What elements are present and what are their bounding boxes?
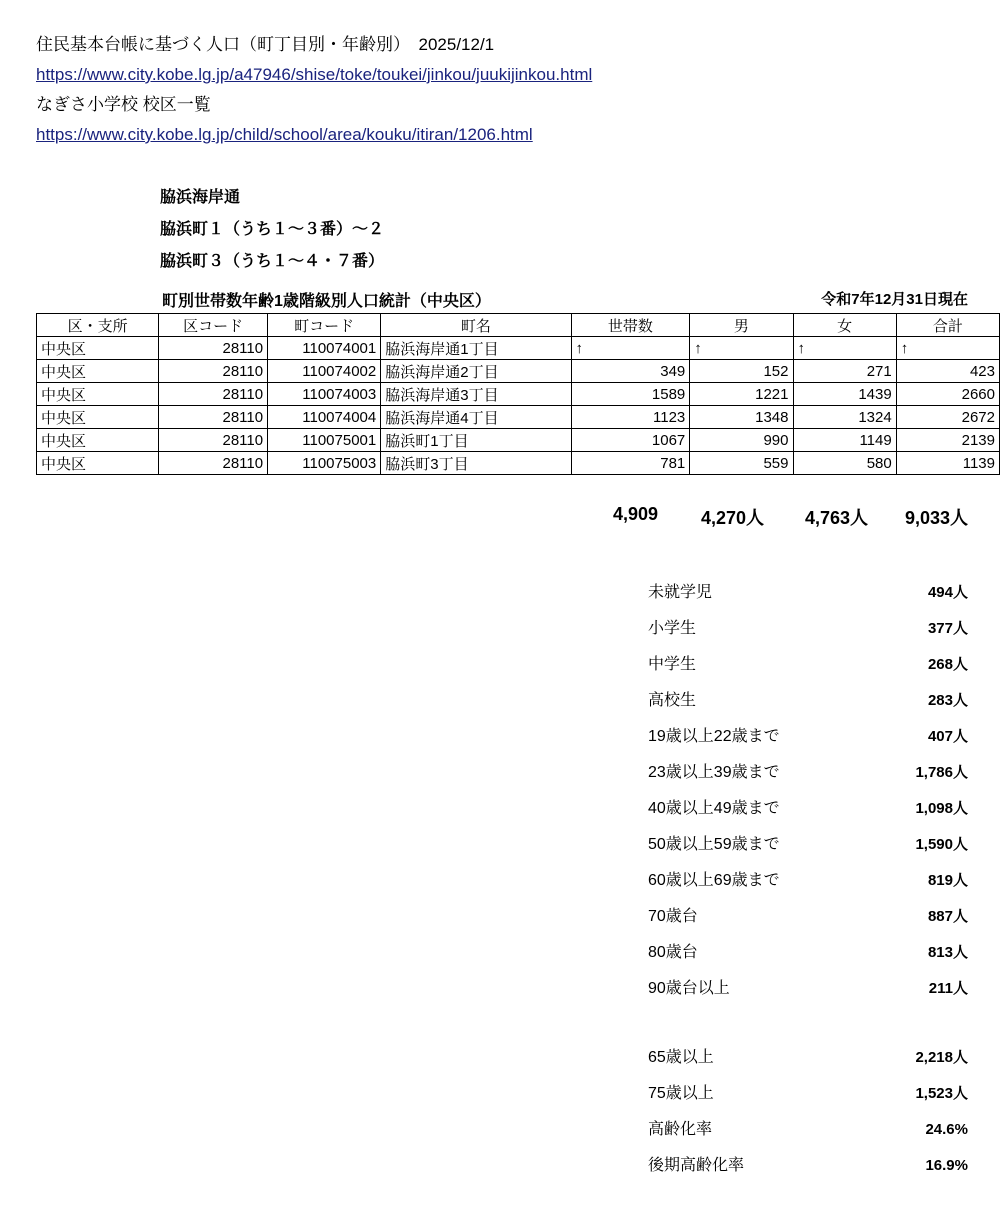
cell-female: 1439: [793, 383, 896, 406]
summary-label: 75歳以上: [648, 1085, 714, 1102]
cell-total: 2139: [896, 429, 999, 452]
age-group-label: 中学生: [648, 656, 697, 673]
source-title-school-district: なぎさ小学校 校区一覧: [36, 95, 211, 114]
age-group-row: [648, 575, 968, 611]
total-male: 4,270人: [700, 508, 764, 528]
table-row: [37, 360, 1000, 383]
age-group-label: 小学生: [648, 620, 697, 637]
age-group-row: [648, 791, 968, 827]
summary-value: 1,523人: [915, 1085, 968, 1102]
column-header-ward-code: 区コード: [159, 314, 268, 337]
cell-female: ↑: [793, 337, 896, 360]
cell-ward: 中央区: [37, 406, 159, 429]
cell-ward-code: 28110: [159, 383, 268, 406]
source-link-population[interactable]: https://www.city.kobe.lg.jp/a47946/shise/toke/toukei/jinkou/juukijinkou.html: [36, 65, 593, 84]
cell-town-name: 脇浜町3丁目: [381, 452, 571, 475]
age-group-row: [648, 611, 968, 647]
summary-row: [648, 1112, 968, 1148]
total-female: 4,763人: [804, 508, 868, 528]
area-list: [160, 182, 860, 278]
age-group-label: 90歳台以上: [648, 980, 730, 997]
cell-town-name: 脇浜海岸通1丁目: [381, 337, 571, 360]
cell-ward: 中央区: [37, 337, 159, 360]
age-group-label: 60歳以上69歳まで: [648, 872, 780, 889]
summary-row: [648, 1148, 968, 1184]
population-table: [36, 313, 1000, 475]
summary-label: 後期高齢化率: [648, 1157, 745, 1174]
total-population: 9,033人: [904, 508, 968, 528]
age-group-value: 887人: [927, 908, 968, 925]
cell-ward-code: 28110: [159, 360, 268, 383]
age-group-list: [648, 575, 968, 1007]
cell-ward: 中央区: [37, 429, 159, 452]
age-group-label: 70歳台: [648, 908, 698, 925]
cell-total: 2672: [896, 406, 999, 429]
cell-households: 1123: [571, 406, 690, 429]
summary-value: 24.6%: [925, 1121, 968, 1138]
age-group-value: 819人: [927, 872, 968, 889]
cell-households: 1067: [571, 429, 690, 452]
age-group-label: 19歳以上22歳まで: [648, 728, 780, 745]
age-group-label: 40歳以上49歳まで: [648, 800, 780, 817]
age-group-label: 50歳以上59歳まで: [648, 836, 780, 853]
table-row: [37, 429, 1000, 452]
cell-total: 423: [896, 360, 999, 383]
age-group-value: 1,098人: [915, 800, 968, 817]
column-header-town-name: 町名: [381, 314, 571, 337]
cell-households: 349: [571, 360, 690, 383]
cell-female: 1324: [793, 406, 896, 429]
area-line: 脇浜町１（うち１～３番）～２: [160, 221, 385, 238]
area-line: 脇浜町３（うち１～４・７番）: [160, 253, 385, 270]
summary-label: 高齢化率: [648, 1121, 713, 1138]
summary-value: 16.9%: [925, 1157, 968, 1174]
cell-male: 990: [690, 429, 793, 452]
column-header-total: 合計: [896, 314, 999, 337]
age-group-value: 211人: [928, 980, 968, 997]
cell-households: ↑: [571, 337, 690, 360]
table-row: [37, 383, 1000, 406]
column-header-town-code: 町コード: [268, 314, 381, 337]
cell-town-code: 110074004: [268, 406, 381, 429]
age-group-value: 377人: [927, 620, 968, 637]
column-header-male: 男: [690, 314, 793, 337]
table-as-of-date: 令和7年12月31日現在: [821, 291, 968, 308]
cell-town-name: 脇浜海岸通2丁目: [381, 360, 571, 383]
summary-row: [648, 1040, 968, 1076]
age-group-label: 未就学児: [648, 584, 713, 601]
cell-town-code: 110075003: [268, 452, 381, 475]
age-group-row: [648, 827, 968, 863]
total-households: 4,909: [612, 504, 658, 524]
cell-ward-code: 28110: [159, 452, 268, 475]
cell-town-name: 脇浜海岸通3丁目: [381, 383, 571, 406]
age-group-row: [648, 899, 968, 935]
cell-female: 271: [793, 360, 896, 383]
source-link-school-district[interactable]: https://www.city.kobe.lg.jp/child/school/area/kouku/itiran/1206.html: [36, 125, 533, 144]
column-header-female: 女: [793, 314, 896, 337]
cell-ward: 中央区: [37, 383, 159, 406]
age-group-row: [648, 863, 968, 899]
age-group-value: 268人: [927, 656, 968, 673]
cell-ward-code: 28110: [159, 406, 268, 429]
age-group-value: 283人: [927, 692, 968, 709]
cell-male: 1348: [690, 406, 793, 429]
column-header-ward: 区・支所: [37, 314, 159, 337]
age-group-row: [648, 755, 968, 791]
table-title: 町別世帯数年齢1歳階級別人口統計（中央区）: [162, 293, 491, 310]
cell-town-name: 脇浜海岸通4丁目: [381, 406, 571, 429]
table-header-row: [37, 314, 1000, 337]
cell-ward-code: 28110: [159, 337, 268, 360]
age-group-label: 80歳台: [648, 944, 698, 961]
age-group-value: 494人: [927, 584, 968, 601]
age-group-value: 1,590人: [915, 836, 968, 853]
cell-male: 152: [690, 360, 793, 383]
cell-female: 580: [793, 452, 896, 475]
cell-female: 1149: [793, 429, 896, 452]
summary-list: [648, 1040, 968, 1184]
cell-total: ↑: [896, 337, 999, 360]
cell-male: 559: [690, 452, 793, 475]
age-group-row: [648, 935, 968, 971]
cell-town-code: 110074002: [268, 360, 381, 383]
summary-label: 65歳以上: [648, 1049, 714, 1066]
source-title-population: 住民基本台帳に基づく人口（町丁目別・年齢別） 2025/12/1: [36, 35, 495, 54]
age-group-row: [648, 683, 968, 719]
summary-row: [648, 1076, 968, 1112]
age-group-label: 高校生: [648, 692, 697, 709]
age-group-row: [648, 647, 968, 683]
cell-male: 1221: [690, 383, 793, 406]
table-totals-row: [36, 504, 968, 530]
cell-ward: 中央区: [37, 360, 159, 383]
cell-households: 1589: [571, 383, 690, 406]
column-header-households: 世帯数: [571, 314, 690, 337]
age-group-row: [648, 719, 968, 755]
cell-total: 1139: [896, 452, 999, 475]
summary-value: 2,218人: [915, 1049, 968, 1066]
cell-town-code: 110075001: [268, 429, 381, 452]
age-group-label: 23歳以上39歳まで: [648, 764, 780, 781]
age-group-value: 1,786人: [915, 764, 968, 781]
cell-male: ↑: [690, 337, 793, 360]
age-group-row: [648, 971, 968, 1007]
table-row: [37, 406, 1000, 429]
table-row: [37, 337, 1000, 360]
cell-town-name: 脇浜町1丁目: [381, 429, 571, 452]
cell-town-code: 110074001: [268, 337, 381, 360]
cell-ward: 中央区: [37, 452, 159, 475]
table-row: [37, 452, 1000, 475]
cell-total: 2660: [896, 383, 999, 406]
age-group-value: 407人: [927, 728, 968, 745]
area-line: 脇浜海岸通: [160, 189, 241, 206]
age-group-value: 813人: [927, 944, 968, 961]
document-header: [36, 30, 976, 150]
cell-households: 781: [571, 452, 690, 475]
cell-ward-code: 28110: [159, 429, 268, 452]
cell-town-code: 110074003: [268, 383, 381, 406]
table-caption: [36, 288, 968, 312]
